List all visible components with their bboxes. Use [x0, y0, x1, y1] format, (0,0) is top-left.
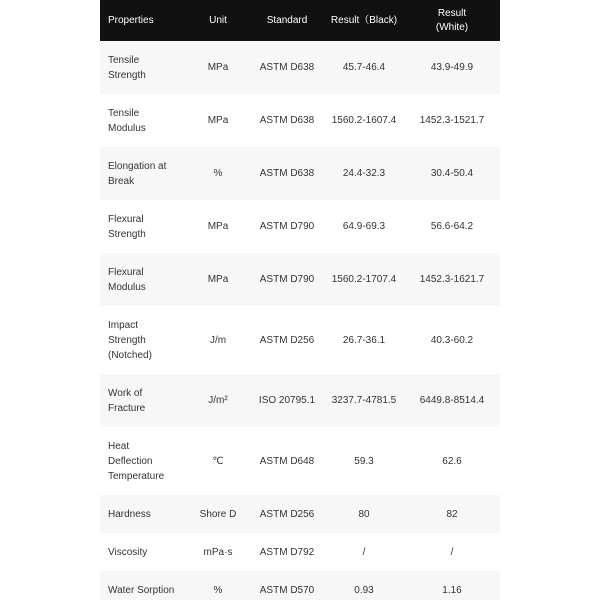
- properties-table-container: [100, 0, 500, 600]
- cell-result-black: 59.3: [354, 455, 374, 467]
- table-row: [100, 571, 500, 600]
- cell-result-white: 1.16: [442, 584, 462, 596]
- table-row: [100, 533, 500, 571]
- table-row: [100, 94, 500, 147]
- header-result-white: Result (White): [435, 7, 469, 33]
- header-properties: Properties: [108, 14, 154, 26]
- cell-unit: MPa: [207, 274, 229, 285]
- table-row: [100, 306, 500, 374]
- cell-standard: ASTM D638: [259, 168, 315, 179]
- cell-result-black: /: [362, 546, 366, 558]
- cell-result-black: 45.7-46.4: [342, 62, 386, 73]
- cell-unit: %: [213, 168, 223, 179]
- cell-property: Work of Fracture: [108, 387, 146, 414]
- cell-standard: ASTM D256: [259, 508, 315, 520]
- cell-unit: MPa: [207, 115, 229, 126]
- cell-unit: ℃: [212, 455, 224, 467]
- table-row: [100, 147, 500, 200]
- header-row: [100, 0, 500, 41]
- cell-standard: ASTM D570: [259, 584, 315, 596]
- cell-property: Flexural Modulus: [108, 266, 146, 293]
- cell-property: Impact Strength (Notched): [108, 319, 152, 361]
- cell-standard: ASTM D790: [259, 221, 315, 232]
- header-standard: Standard: [266, 14, 308, 26]
- cell-standard: ASTM D790: [259, 274, 315, 285]
- properties-table: [100, 0, 500, 600]
- cell-result-black: 3237.7-4781.5: [331, 395, 397, 406]
- cell-result-white: 62.6: [442, 455, 462, 467]
- cell-result-white: 30.4-50.4: [430, 168, 474, 179]
- cell-property: Hardness: [108, 508, 151, 520]
- cell-standard: ASTM D638: [259, 62, 315, 73]
- cell-property: Tensile Strength: [108, 54, 146, 81]
- header-unit: Unit: [209, 14, 227, 26]
- cell-property: Viscosity: [108, 546, 148, 558]
- cell-result-black: 1560.2-1707.4: [331, 274, 397, 285]
- cell-result-white: 56.6-64.2: [430, 221, 474, 232]
- cell-unit: J/m: [209, 334, 227, 346]
- cell-result-black: 64.9-69.3: [342, 221, 386, 232]
- table-row: [100, 495, 500, 533]
- table-header: [100, 0, 500, 41]
- table-row: [100, 427, 500, 495]
- cell-unit: J/m²: [208, 395, 228, 406]
- cell-standard: ASTM D256: [259, 334, 315, 346]
- table-row: [100, 200, 500, 253]
- cell-result-white: 1452.3-1621.7: [419, 274, 485, 285]
- cell-result-black: 24.4-32.3: [342, 168, 386, 179]
- cell-result-black: 1560.2-1607.4: [331, 115, 397, 126]
- cell-unit: MPa: [207, 221, 229, 232]
- cell-result-white: 43.9-49.9: [430, 62, 474, 73]
- cell-unit: mPa·s: [203, 546, 233, 558]
- table-row: [100, 41, 500, 94]
- cell-property: Heat Deflection Temperature: [108, 440, 165, 482]
- table-body: [100, 41, 500, 600]
- cell-standard: ASTM D648: [259, 455, 315, 467]
- cell-result-white: 6449.8-8514.4: [419, 395, 485, 406]
- cell-result-white: /: [450, 546, 454, 558]
- table-row: [100, 374, 500, 427]
- cell-result-black: 0.93: [354, 584, 374, 596]
- cell-unit: MPa: [207, 62, 229, 73]
- cell-property: Flexural Strength: [108, 213, 146, 240]
- cell-result-white: 82: [446, 508, 458, 520]
- cell-result-white: 1452.3-1521.7: [419, 115, 485, 126]
- table-row: [100, 253, 500, 306]
- cell-standard: ASTM D792: [259, 546, 315, 558]
- cell-unit: %: [213, 584, 223, 596]
- header-result-black: Result（Black): [330, 14, 398, 26]
- cell-standard: ISO 20795.1: [258, 395, 316, 406]
- cell-property: Water Sorption: [108, 584, 175, 596]
- cell-result-black: 80: [358, 508, 370, 520]
- cell-property: Elongation at Break: [108, 160, 167, 187]
- cell-unit: Shore D: [199, 508, 237, 520]
- cell-property: Tensile Modulus: [108, 107, 146, 134]
- cell-result-white: 40.3-60.2: [430, 334, 474, 346]
- cell-result-black: 26.7-36.1: [342, 334, 386, 346]
- cell-standard: ASTM D638: [259, 115, 315, 126]
